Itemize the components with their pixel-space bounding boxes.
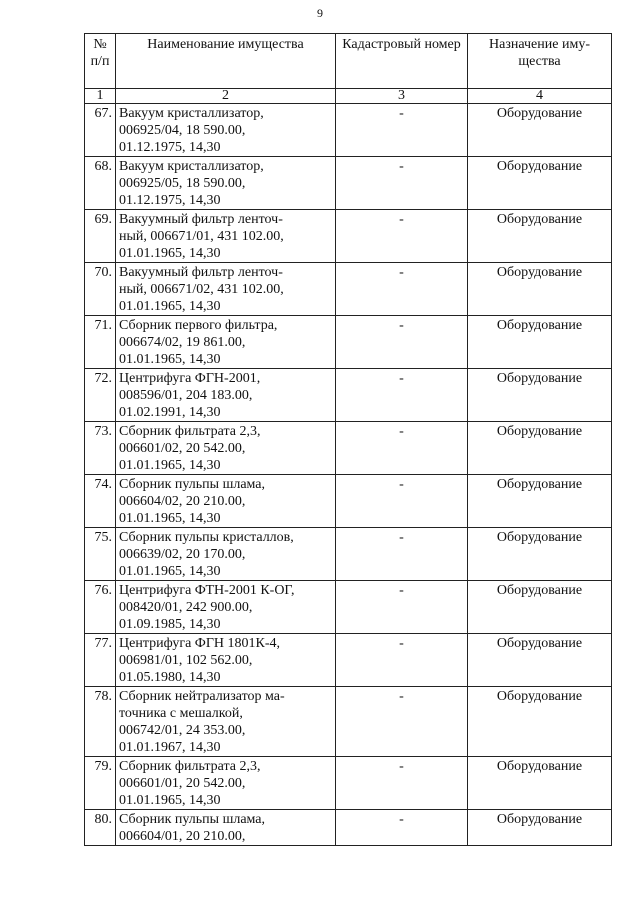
property-name-line: 01.12.1975, 14,30	[119, 140, 221, 155]
cadastral-number: -	[336, 210, 468, 263]
property-name-line: 006604/01, 20 210.00,	[119, 829, 246, 844]
column-number: 2	[116, 89, 336, 104]
table-row	[85, 369, 612, 422]
property-name-line: 01.01.1965, 14,30	[119, 246, 221, 261]
property-name	[116, 369, 336, 422]
property-name-line: Вакуум кристаллизатор,	[119, 106, 264, 121]
property-name-line: Сборник пульпы шлама,	[119, 477, 266, 492]
property-name	[116, 634, 336, 687]
property-name-line: 006639/02, 20 170.00,	[119, 547, 246, 562]
property-purpose: Оборудование	[468, 316, 612, 369]
property-name-line: Вакуумный фильтр ленточ-	[119, 212, 283, 227]
cadastral-number: -	[336, 528, 468, 581]
row-number: 74.	[85, 475, 116, 528]
table-row	[85, 634, 612, 687]
property-name	[116, 475, 336, 528]
table-row	[85, 316, 612, 369]
row-number: 67.	[85, 104, 116, 157]
property-purpose: Оборудование	[468, 369, 612, 422]
cadastral-number: -	[336, 157, 468, 210]
property-name-line: 01.02.1991, 14,30	[119, 405, 221, 420]
property-purpose: Оборудование	[468, 475, 612, 528]
row-number: 77.	[85, 634, 116, 687]
property-name-line: 01.12.1975, 14,30	[119, 193, 221, 208]
table-row	[85, 528, 612, 581]
property-name-line: 006925/05, 18 590.00,	[119, 176, 246, 191]
row-number: 73.	[85, 422, 116, 475]
property-name-line: 01.01.1965, 14,30	[119, 352, 221, 367]
table-row	[85, 263, 612, 316]
header-purpose: Назначение иму-щества	[468, 34, 612, 89]
cadastral-number: -	[336, 634, 468, 687]
row-number: 76.	[85, 581, 116, 634]
table-row	[85, 210, 612, 263]
table-row	[85, 687, 612, 757]
row-number: 69.	[85, 210, 116, 263]
row-number: 71.	[85, 316, 116, 369]
property-table	[84, 33, 612, 846]
column-number: 4	[468, 89, 612, 104]
property-name	[116, 210, 336, 263]
row-number: 72.	[85, 369, 116, 422]
header-num: № п/п	[85, 34, 116, 89]
property-name-line: 008420/01, 242 900.00,	[119, 600, 253, 615]
property-name	[116, 687, 336, 757]
property-name-line: 006674/02, 19 861.00,	[119, 335, 246, 350]
property-name-line: Сборник нейтрализатор ма-	[119, 689, 285, 704]
property-name	[116, 263, 336, 316]
property-name-line: Сборник пульпы шлама,	[119, 812, 266, 827]
header-cadastral: Кадастровый номер	[336, 34, 468, 89]
column-number: 3	[336, 89, 468, 104]
property-name-line: Сборник фильтрата 2,3,	[119, 759, 261, 774]
property-name-line: 008596/01, 204 183.00,	[119, 388, 253, 403]
property-name-line: Центрифуга ФТН-2001 К-ОГ,	[119, 583, 295, 598]
property-purpose: Оборудование	[468, 210, 612, 263]
cadastral-number: -	[336, 263, 468, 316]
property-name-line: 01.01.1965, 14,30	[119, 564, 221, 579]
row-number: 75.	[85, 528, 116, 581]
row-number: 78.	[85, 687, 116, 757]
property-name-line: 01.01.1965, 14,30	[119, 793, 221, 808]
property-purpose: Оборудование	[468, 422, 612, 475]
property-name-line: 01.09.1985, 14,30	[119, 617, 221, 632]
property-name-line: 01.01.1965, 14,30	[119, 299, 221, 314]
row-number: 70.	[85, 263, 116, 316]
property-name	[116, 157, 336, 210]
property-name-line: 01.01.1965, 14,30	[119, 511, 221, 526]
cadastral-number: -	[336, 687, 468, 757]
table-row	[85, 475, 612, 528]
row-number: 68.	[85, 157, 116, 210]
property-purpose: Оборудование	[468, 263, 612, 316]
column-number: 1	[85, 89, 116, 104]
table-header-row	[85, 34, 612, 89]
property-purpose: Оборудование	[468, 757, 612, 810]
property-purpose: Оборудование	[468, 634, 612, 687]
property-purpose: Оборудование	[468, 687, 612, 757]
property-name	[116, 104, 336, 157]
page-number: 9	[317, 6, 323, 20]
property-name-line: Сборник фильтрата 2,3,	[119, 424, 261, 439]
property-name-line: точника с мешалкой,	[119, 706, 243, 721]
property-name	[116, 316, 336, 369]
table-row	[85, 104, 612, 157]
cadastral-number: -	[336, 104, 468, 157]
property-purpose: Оборудование	[468, 810, 612, 846]
property-purpose: Оборудование	[468, 104, 612, 157]
property-purpose: Оборудование	[468, 581, 612, 634]
property-name-line: 006981/01, 102 562.00,	[119, 653, 253, 668]
cadastral-number: -	[336, 581, 468, 634]
property-name-line: 006601/01, 20 542.00,	[119, 776, 246, 791]
property-name	[116, 757, 336, 810]
cadastral-number: -	[336, 422, 468, 475]
property-name-line: 006604/02, 20 210.00,	[119, 494, 246, 509]
property-purpose: Оборудование	[468, 528, 612, 581]
property-name-line: Вакуумный фильтр ленточ-	[119, 265, 283, 280]
property-name-line: 01.01.1967, 14,30	[119, 740, 221, 755]
property-name-line: Вакуум кристаллизатор,	[119, 159, 264, 174]
property-purpose: Оборудование	[468, 157, 612, 210]
property-name-line: 01.01.1965, 14,30	[119, 458, 221, 473]
property-name-line: Центрифуга ФГН-2001,	[119, 371, 261, 386]
property-name-line: 006742/01, 24 353.00,	[119, 723, 246, 738]
property-name-line: ный, 006671/02, 431 102.00,	[119, 282, 284, 297]
property-name-line: Сборник пульпы кристаллов,	[119, 530, 294, 545]
property-name	[116, 581, 336, 634]
table-row	[85, 157, 612, 210]
property-name	[116, 528, 336, 581]
cadastral-number: -	[336, 810, 468, 846]
cadastral-number: -	[336, 475, 468, 528]
table-row	[85, 581, 612, 634]
property-name	[116, 422, 336, 475]
header-name: Наименование имущества	[116, 34, 336, 89]
table-row	[85, 757, 612, 810]
row-number: 79.	[85, 757, 116, 810]
table-row	[85, 422, 612, 475]
cadastral-number: -	[336, 369, 468, 422]
property-name-line: Центрифуга ФГН 1801К-4,	[119, 636, 281, 651]
cadastral-number: -	[336, 757, 468, 810]
property-name-line: Сборник первого фильтра,	[119, 318, 278, 333]
column-number-row	[85, 89, 612, 104]
property-name-line: ный, 006671/01, 431 102.00,	[119, 229, 284, 244]
property-name-line: 01.05.1980, 14,30	[119, 670, 221, 685]
property-name-line: 006601/02, 20 542.00,	[119, 441, 246, 456]
cadastral-number: -	[336, 316, 468, 369]
property-name	[116, 810, 336, 846]
row-number: 80.	[85, 810, 116, 846]
table-row	[85, 810, 612, 846]
property-name-line: 006925/04, 18 590.00,	[119, 123, 246, 138]
